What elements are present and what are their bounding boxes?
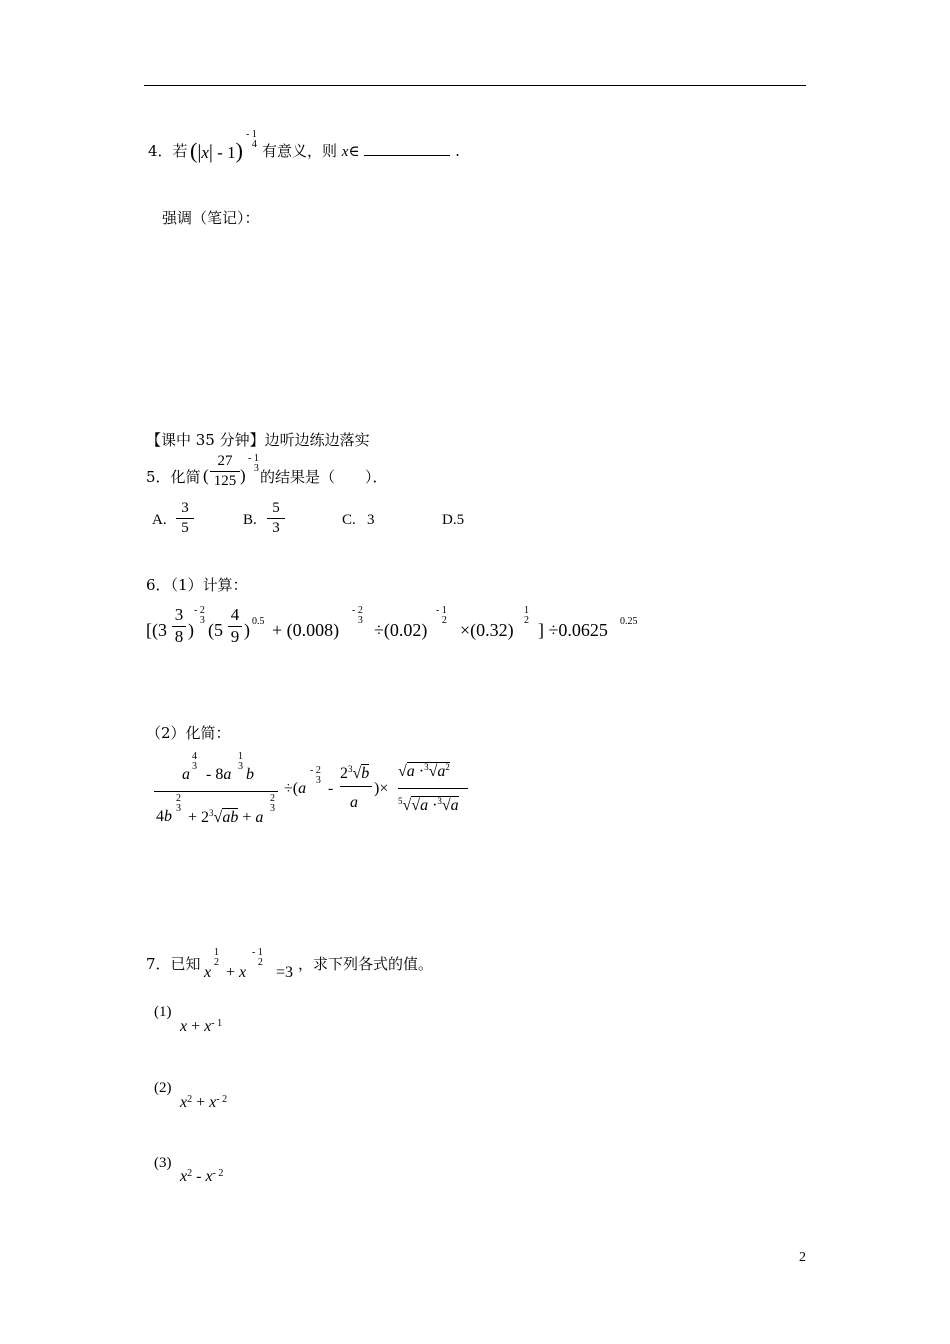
q6-part1-label: 6．（1）计算： [146, 576, 248, 594]
question-4 [148, 140, 188, 161]
section-title: 【课中 35 分钟】边听边练边落实 [146, 431, 370, 449]
q4-exponent: - 1 4 [246, 129, 257, 150]
q6-expression-2: a 4 3 - 8a 1 3 b 4b 2 3 + $2^3√ab + a$ 2 3 ÷(a - 2 3 - $2^3√b$ a )× $√a \cdot^3√a^2$ $^5$√√a ·$^3$√a [152, 750, 482, 830]
option-c: C. 3 [342, 512, 375, 528]
q5-paren-close: ) [240, 466, 246, 485]
option-b-label: B. [243, 512, 257, 528]
q5-fraction [210, 453, 240, 489]
q5-num: 27 [217, 453, 233, 469]
q5-paren-open: ( [203, 466, 209, 485]
option-b-fraction: 5 3 [267, 500, 285, 536]
q6-part2-label: （2）化简： [146, 724, 231, 742]
q4-var: x [341, 144, 349, 160]
q7-item-2-label: (2) [154, 1080, 172, 1096]
q7-item-1-label: (1) [154, 1004, 172, 1020]
q7-suffix: ，求下列各式的值。 [298, 955, 434, 973]
q4-belongs: ∈ [348, 144, 360, 160]
note-label: 强调（笔记）： [162, 209, 260, 227]
q7-item-2-expr: $x^2 + x^{- 2}$ [180, 1094, 228, 1111]
q4-answer-blank[interactable] [364, 143, 450, 156]
option-a-label: A. [152, 512, 167, 528]
q5-prefix: 5．化简 [146, 468, 201, 486]
q4-expression: (|x| - 1) [190, 138, 243, 163]
q7-condition: x 1 2 + x - 1 2 =3 [204, 947, 294, 981]
q5-suffix: 的结果是（ ）． [260, 468, 388, 486]
option-a-fraction: 3 5 [176, 500, 194, 536]
header-rule [144, 85, 806, 86]
q4-number: 4．若 [148, 142, 188, 160]
q7-item-3-expr: $x^2 - x^{- 2}$ [180, 1168, 224, 1185]
q7-item-3-label: (3) [154, 1155, 172, 1171]
q5-den: 125 [213, 472, 237, 489]
q4-tail: 有意义，则 x∈ . [262, 142, 460, 160]
q7-prefix: 7．已知 [146, 955, 201, 973]
option-d: D.5 [442, 512, 465, 528]
q7-item-1-expr: $x + x^{- 1}$ [180, 1018, 223, 1035]
page-number: 2 [799, 1250, 806, 1265]
q5-exponent: - 1 3 [248, 453, 259, 474]
q6-expression-1: [(3 3 8 ) - 2 3 (5 4 9 ) 0.5 + (0.008) - 2 3 ÷(0.02) - 1 2 ×(0.32) 1 2 ] ÷0.0625 0.25 [146, 605, 638, 646]
